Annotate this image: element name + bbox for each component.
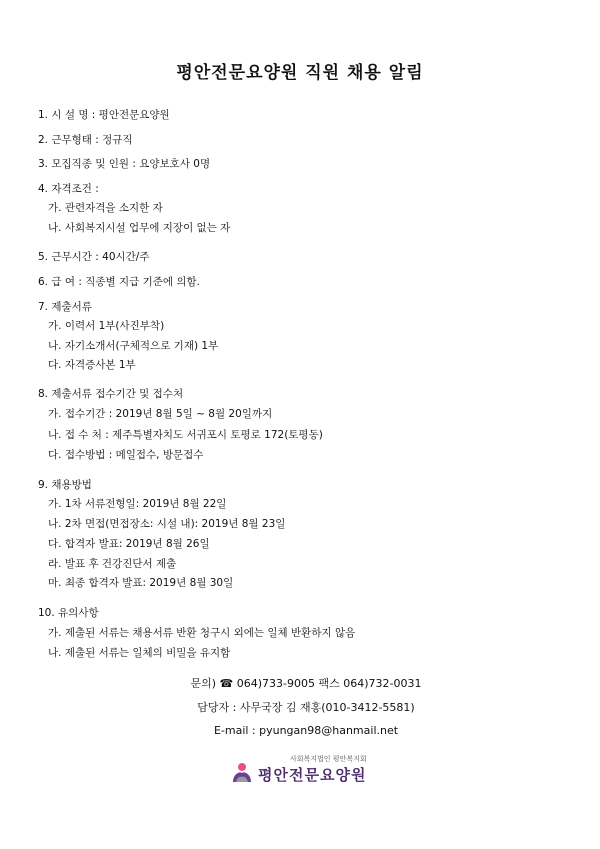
notice-item-notes: 10. 유의사항 xyxy=(38,607,99,619)
notice-subitem: 나. 접 수 처 : 제주특별자치도 서귀포시 토평로 172(토평동) xyxy=(48,429,323,441)
organization-logo xyxy=(228,752,378,786)
notice-subitem: 나. 자기소개서(구체적으로 기재) 1부 xyxy=(48,340,219,352)
notice-subitem: 가. 관련자격을 소지한 자 xyxy=(48,202,163,214)
notice-subitem: 라. 발표 후 건강진단서 제출 xyxy=(48,558,177,570)
notice-item-facility: 1. 시 설 명 : 평안전문요양원 xyxy=(38,109,170,121)
page-title: 평안전문요양원 직원 채용 알림 xyxy=(176,63,424,83)
notice-subitem: 나. 사회복지시설 업무에 지장이 없는 자 xyxy=(48,222,231,234)
contact-phone-fax: 문의) ☎ 064)733-9005 팩스 064)732-0031 xyxy=(190,677,422,690)
notice-item-employment-type: 2. 근무형태 : 정규직 xyxy=(38,134,133,146)
notice-item-selection: 9. 채용방법 xyxy=(38,479,92,491)
contact-manager: 담당자 : 사무국장 김 재홍(010-3412-5581) xyxy=(197,701,415,714)
notice-subitem: 나. 제출된 서류는 일체의 비밀을 유지함 xyxy=(48,647,231,659)
notice-subitem: 나. 2차 면접(면접장소: 시설 내): 2019년 8월 23일 xyxy=(48,518,286,530)
notice-subitem: 가. 제출된 서류는 채용서류 반환 청구시 외에는 일체 반환하지 않음 xyxy=(48,627,356,639)
notice-subitem: 가. 접수기간 : 2019년 8월 5일 ~ 8월 20일까지 xyxy=(48,408,273,420)
notice-subitem: 다. 자격증사본 1부 xyxy=(48,359,136,371)
notice-item-qualifications: 4. 자격조건 : xyxy=(38,183,99,195)
notice-subitem: 가. 이력서 1부(사진부착) xyxy=(48,320,165,332)
logo-emblem-icon xyxy=(230,760,254,784)
notice-subitem: 마. 최종 합격자 발표: 2019년 8월 30일 xyxy=(48,577,234,589)
notice-subitem: 다. 합격자 발표: 2019년 8월 26일 xyxy=(48,538,210,550)
contact-email[interactable]: E-mail : pyungan98@hanmail.net xyxy=(213,724,399,737)
notice-item-positions: 3. 모집직종 및 인원 : 요양보호사 0명 xyxy=(38,158,211,170)
notice-subitem: 다. 접수방법 : 메일접수, 방문접수 xyxy=(48,449,204,461)
notice-item-working-hours: 5. 근무시간 : 40시간/주 xyxy=(38,251,150,263)
notice-item-submission: 8. 제출서류 접수기간 및 접수처 xyxy=(38,388,184,400)
logo-name: 평안전문요양원 xyxy=(258,766,367,784)
notice-item-documents: 7. 제출서류 xyxy=(38,301,92,313)
notice-item-salary: 6. 급 여 : 직종별 지급 기준에 의함. xyxy=(38,276,200,288)
logo-subtitle: 사회복지법인 평안복지회 xyxy=(290,755,367,763)
notice-subitem: 가. 1차 서류전형일: 2019년 8월 22일 xyxy=(48,498,227,510)
